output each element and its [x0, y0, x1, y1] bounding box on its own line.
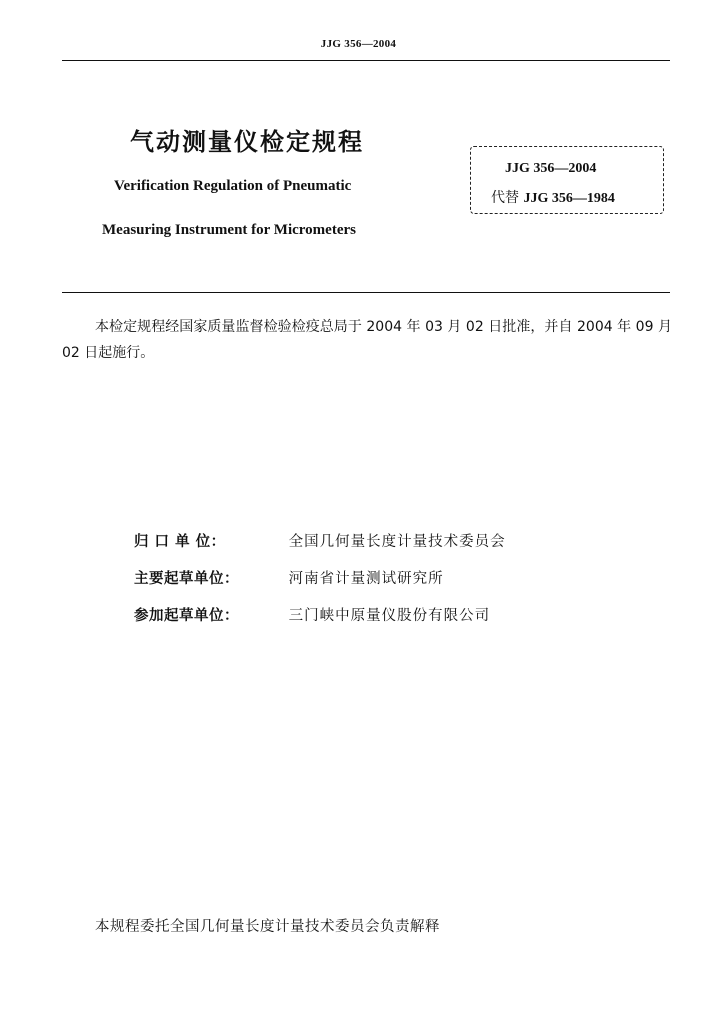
- drafting-units: [134, 530, 506, 641]
- unit-value: 河南省计量测试研究所: [288, 571, 444, 587]
- approval-paragraph: 本检定规程经国家质量监督检验检疫总局于 2004 年 03 月 02 日批准，并自 2004 年 09 月 02 日起施行。: [62, 319, 672, 361]
- section-divider: [62, 292, 670, 293]
- header-divider: [62, 60, 670, 61]
- unit-row-responsible: [134, 530, 506, 567]
- replaces-code: JJG 356—1984: [523, 191, 615, 206]
- replaces-label: 代替: [491, 190, 519, 206]
- header-standard-code: JJG 356—2004: [320, 38, 397, 50]
- interpretation-note: 本规程委托全国几何量长度计量技术委员会负责解释: [95, 919, 440, 935]
- title-english-line2: Measuring Instrument for Micrometers: [102, 222, 356, 238]
- title-english-line1: Verification Regulation of Pneumatic: [114, 178, 352, 194]
- unit-label: 归 口 单 位：: [134, 534, 226, 550]
- standard-code: JJG 356—2004: [505, 161, 597, 176]
- unit-label: 主要起草单位：: [134, 571, 239, 587]
- title-chinese: 气动测量仪检定规程: [130, 128, 364, 156]
- unit-row-main-drafter: [134, 567, 506, 604]
- replaces-line: [491, 187, 615, 207]
- standard-code-box: [470, 146, 664, 214]
- unit-value: 全国几何量长度计量技术委员会: [288, 534, 506, 550]
- unit-label: 参加起草单位：: [134, 608, 239, 624]
- unit-value: 三门峡中原量仪股份有限公司: [288, 608, 491, 624]
- unit-row-participating-drafter: [134, 604, 506, 641]
